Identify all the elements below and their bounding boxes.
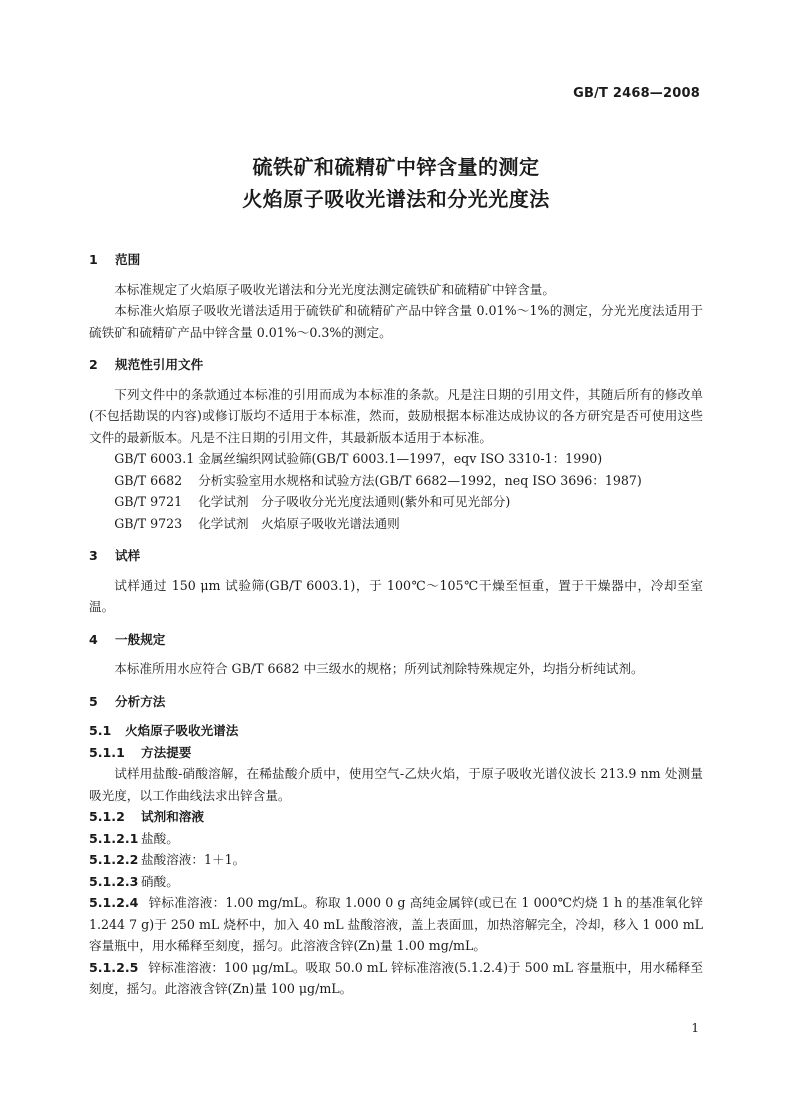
standard-number: GB/T 2468—2008 xyxy=(573,86,700,101)
clause-item xyxy=(89,957,703,1000)
subsection-title: 火焰原子吸收光谱法 xyxy=(125,723,239,738)
paragraph: 试样通过 150 μm 试验筛(GB/T 6003.1)，于 100℃～105℃干燥至恒重，置于干燥器中，冷却至室温。 xyxy=(89,577,703,614)
reference-item xyxy=(114,491,703,513)
document-title-line2: 火焰原子吸收光谱法和分光光度法 xyxy=(242,187,550,211)
section-number: 4 xyxy=(89,631,98,647)
paragraph: 试样用盐酸-硝酸溶解，在稀盐酸介质中，使用空气-乙炔火焰，于原子吸收光谱仪波长 213.9 nm 处测量吸光度，以工作曲线法求出锌含量。 xyxy=(89,766,703,803)
reference-code: GB/T 9721 xyxy=(114,494,183,509)
clause-number: 5.1.2.3 xyxy=(89,873,139,889)
reference-title: 分析实验室用水规格和试验方法(GB/T 6682—1992，neq ISO 3696：1987) xyxy=(198,472,642,488)
page-number: 1 xyxy=(691,1021,699,1035)
section-title: 试样 xyxy=(115,548,141,563)
clause-item xyxy=(89,871,703,893)
reference-code: GB/T 9723 xyxy=(114,515,183,531)
clause-number: 5.1.2.4 xyxy=(89,895,139,910)
section-heading-scope xyxy=(89,249,703,271)
clause-number: 5.1.2.5 xyxy=(89,959,139,975)
reference-item xyxy=(114,513,703,535)
subsection-number: 5.1.1 xyxy=(89,744,125,760)
paragraph: 本标准火焰原子吸收光谱法适用于硫铁矿和硫精矿产品中锌含量 0.01%～1%的测定，分光光度法适用于硫铁矿和硫精矿产品中锌含量 0.01%～0.3%的测定。 xyxy=(89,303,703,340)
section-heading-analysis-method xyxy=(89,691,703,713)
subsection-heading xyxy=(89,720,703,742)
clause-text: 盐酸溶液：1＋1。 xyxy=(141,852,246,867)
subsection-number: 5.1 xyxy=(89,723,112,738)
document-body xyxy=(89,249,703,1000)
reference-title: 化学试剂 分子吸收分光光度法通则(紫外和可见光部分) xyxy=(198,494,511,509)
section-number: 5 xyxy=(89,693,98,709)
section-title: 范围 xyxy=(115,252,141,267)
section-heading-sample xyxy=(89,545,703,567)
subsection-title: 试剂和溶液 xyxy=(141,809,204,824)
section-number: 1 xyxy=(89,252,98,267)
section-number: 2 xyxy=(89,357,98,372)
section-number: 3 xyxy=(89,548,98,563)
reference-item xyxy=(114,470,703,492)
clause-text: 锌标准溶液：1.00 mg/mL。称取 1.000 0 g 高纯金属锌(或已在 1 000℃灼烧 1 h 的基准氧化锌 1.244 7 g)于 250 mL 烧杯中，加入 40 mL 盐酸溶液，盖上表面皿，加热溶解完全，冷却，移入 1 000 mL 容量瓶中，用水稀释至刻度，摇匀。此溶液含锌(Zn)量 1.00 mg/mL。 xyxy=(89,895,703,953)
subsection-heading xyxy=(89,806,703,828)
reference-item xyxy=(114,448,703,470)
paragraph: 本标准所用水应符合 GB/T 6682 中三级水的规格；所列试剂除特殊规定外，均指分析纯试剂。 xyxy=(114,661,644,676)
paragraph: 本标准规定了火焰原子吸收光谱法和分光光度法测定硫铁矿和硫精矿中锌含量。 xyxy=(114,281,555,297)
section-heading-normative-references xyxy=(89,354,703,376)
section-title: 分析方法 xyxy=(115,693,166,709)
subsection-number: 5.1.2 xyxy=(89,809,125,824)
paragraph: 下列文件中的条款通过本标准的引用而成为本标准的条款。凡是注日期的引用文件，其随后所有的修改单(不包括勘误的内容)或修订版均不适用于本标准，然而，鼓励根据本标准达成协议的各方研究是否可使用这些文件的最新版本。凡是不注日期的引用文件，其最新版本适用于本标准。 xyxy=(89,386,703,445)
clause-item xyxy=(89,828,703,850)
clause-item xyxy=(89,892,703,957)
section-heading-general xyxy=(89,629,703,651)
reference-code: GB/T 6682 xyxy=(114,472,183,488)
section-title: 规范性引用文件 xyxy=(115,357,204,372)
clause-text: 锌标准溶液：100 μg/mL。吸取 50.0 mL 锌标准溶液(5.1.2.4)于 500 mL 容量瓶中，用水稀释至刻度，摇匀。此溶液含锌(Zn)量 100 μg/mL。 xyxy=(89,959,703,996)
clause-text: 盐酸。 xyxy=(141,830,179,846)
subsection-title: 方法提要 xyxy=(141,744,192,760)
clause-number: 5.1.2.1 xyxy=(89,830,139,846)
subsection-heading xyxy=(89,742,703,764)
document-title-line1: 硫铁矿和硫精矿中锌含量的测定 xyxy=(252,155,540,179)
clause-item xyxy=(89,849,703,871)
reference-code: GB/T 6003.1 xyxy=(114,451,195,466)
clause-number: 5.1.2.2 xyxy=(89,852,139,867)
section-title: 一般规定 xyxy=(115,631,166,647)
reference-title: 金属丝编织网试验筛(GB/T 6003.1—1997，eqv ISO 3310-1：1990) xyxy=(198,451,603,466)
reference-title: 化学试剂 火焰原子吸收光谱法通则 xyxy=(198,515,400,531)
clause-text: 硝酸。 xyxy=(141,873,179,889)
